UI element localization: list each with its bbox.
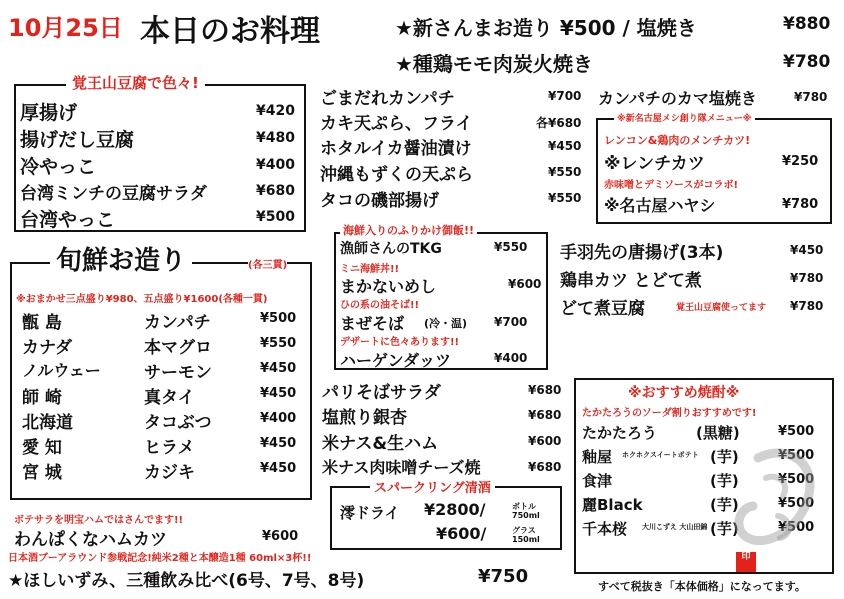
table-row-price: ¥450 [260,386,297,401]
table-row-price: ¥450 [260,461,297,476]
list-item: 米ナス&生ハム [322,434,439,454]
rice-item-tkg-price: ¥550 [494,240,528,254]
list-item: 麗Black [582,496,643,514]
rice-item-haagen: ハーゲンダッツ [340,351,452,370]
shochu-note: たかたろうのソーダ割りおすすめです! [582,408,757,419]
list-item-price: ¥500 [778,496,815,511]
table-row-fish: カジキ [144,463,195,483]
table-row-origin: カナダ [22,338,73,358]
list-item: 釉屋 [582,448,613,466]
rice-note-4: デザートに色々あります!! [340,337,460,348]
sparkling-bottle-price: ¥2800/ [424,500,486,519]
list-item: カキ天ぷら、フライ [320,114,473,134]
table-row-origin: 甑 島 [22,313,62,333]
rice-note-3: ひの系の油そば!! [340,300,420,311]
list-item-price: ¥550 [548,191,582,205]
kushikatsu-price: ¥780 [790,271,824,285]
list-item-price: ¥500 [778,472,815,487]
list-item: たかたろう [582,424,658,442]
top-item-sanma: ★新さんまお造り ¥500 / 塩焼き [395,16,697,40]
nagoya-note-2: 赤味噌とデミソースがコラボ! [604,180,739,191]
nagoya-item-hayashi: ※名古屋ハヤシ [604,196,716,215]
table-row-origin: 愛 知 [22,438,62,458]
brush-logo-icon [728,438,828,570]
sparkling-name: 澪ドライ [340,504,400,522]
list-item-price: ¥680 [528,383,562,397]
nagoya-item-renchikatsu-price: ¥250 [782,154,819,169]
list-item-kind: (芋) [710,520,739,538]
list-item-price: ¥480 [256,130,295,146]
ham-note: ボテサラを明宝ハムではさんでます!! [14,515,184,526]
list-item: 沖縄もずくの天ぷら [320,165,473,185]
list-item: パリそばサラダ [322,383,441,403]
list-item: 塩煎り銀杏 [322,408,407,428]
list-item-price: ¥500 [256,209,295,225]
ham-item: わんぱくなハムカツ [14,530,167,550]
list-item-price: ¥550 [548,165,582,179]
list-item-sub: ホクホクスイートポテト [622,451,699,459]
list-item-price: ¥420 [256,103,295,119]
nagoya-item-hayashi-price: ¥780 [782,197,819,212]
dotenidoufu-price: ¥780 [790,299,824,313]
rice-item-mazesoba-sub: (冷・温) [424,317,468,330]
sparkling-bottle-label: ボトル 750ml [512,502,540,520]
list-item: 台湾やっこ [20,209,116,231]
list-item-price: ¥500 [778,520,815,535]
page-title: 本日のお料理 [140,14,320,49]
table-row-price: ¥450 [260,361,297,376]
list-item-price: ¥700 [548,89,582,103]
tebasaki-item: 手羽先の唐揚げ(3本) [560,243,724,263]
rice-item-makanai-price: ¥600 [508,277,542,291]
list-item-price: ¥450 [548,139,582,153]
list-item: 食津 [582,472,613,490]
table-row-price: ¥450 [260,436,297,451]
list-item-kind: (芋) [710,496,739,514]
list-item: 米ナス肉味噌チーズ焼 [322,458,481,477]
rice-note-1: 海鮮入りのふりかけ御飯!! [340,222,477,238]
table-row-fish: カンパチ [144,313,211,333]
sashimi-heading-note: (各三貫) [248,256,287,271]
list-item: 揚げだし豆腐 [20,129,135,151]
table-row-fish: サーモン [144,363,212,383]
table-row-price: ¥400 [260,411,297,426]
sake-item: ★ほしいずみ、三種飲み比べ(6号、7号、8号) [8,571,365,591]
list-item-price: ¥600 [528,434,562,448]
list-item: 冷やっこ [20,156,97,178]
date: 10月25日 [8,14,123,42]
tebasaki-price: ¥450 [790,243,824,257]
dotenidoufu-item: どて煮豆腐 [560,299,645,319]
list-item-price: ¥680 [528,408,562,422]
rice-item-mazesoba: まぜそば [340,314,405,333]
table-row-fish: ヒラメ [144,438,195,458]
list-item-kind: (黒糖) [696,424,740,442]
list-item-price: ¥680 [256,183,295,199]
sashimi-heading: 旬鮮お造り [50,240,192,277]
tofu-heading: 覚王山豆腐で色々! [66,72,205,93]
rice-item-haagen-price: ¥400 [494,351,528,365]
dotenidoufu-note: 覚王山豆腐使ってます [676,303,767,313]
list-item: 千本桜 [582,520,628,538]
table-row-origin: 北海道 [22,413,73,433]
list-item-price: 各¥680 [536,116,582,130]
table-row-fish: 本マグロ [144,338,212,358]
rice-item-mazesoba-price: ¥700 [494,315,528,329]
list-item-kind: (芋) [710,448,739,466]
list-item-price: ¥500 [778,448,815,463]
sake-price: ¥750 [478,566,529,587]
list-item: タコの磯部揚げ [320,191,439,211]
seal-stamp-icon: 印 [736,552,756,572]
table-row-price: ¥500 [260,311,297,326]
table-row-origin: 師 崎 [22,388,62,408]
top-item-sanma-price: ¥880 [783,14,831,34]
top-item-chicken-price: ¥780 [783,52,831,72]
rice-note-2: ミニ海鮮丼!! [340,264,400,275]
tax-footer: すべて税抜き「本体価格」になってます。 [598,580,806,593]
list-item: 台湾ミンチの豆腐サラダ [20,184,207,204]
list-item-price: ¥680 [528,460,562,474]
kama-price: ¥780 [794,90,828,104]
list-item-kind: (芋) [710,472,739,490]
shochu-heading: ※おすすめ焼酎※ [628,385,740,401]
list-item-price: ¥500 [778,424,815,439]
table-row-fish: 真タイ [144,388,195,408]
rice-item-tkg: 漁師さんのTKG [340,241,442,257]
top-item-chicken: ★種鶏モモ肉炭火焼き [395,52,593,76]
nagoya-heading: ※新名古屋メシ創り隊メニュー※ [614,111,755,124]
sparkling-glass-label: グラス 150ml [512,526,540,544]
kushikatsu-item: 鶏串カツ とどて煮 [560,271,702,291]
list-item-price: ¥400 [256,157,295,173]
table-row-fish: タコぶつ [144,413,212,433]
nagoya-note-1: レンコン&鶏肉のメンチカツ! [604,134,751,147]
list-item-sub: 大川こずえ 大山田錦 [642,523,708,531]
list-item: ごまだれカンパチ [320,89,455,109]
kama-item: カンパチのカマ塩焼き [598,89,757,108]
rice-item-makanai: まかないめし [340,277,437,296]
sparkling-heading: スパークリング清酒 [370,477,495,496]
list-item: 厚揚げ [20,102,78,124]
sparkling-glass-price: ¥600/ [436,524,487,543]
nagoya-item-renchikatsu: ※レンチカツ [604,154,705,174]
sake-note: 日本酒ブーアラウンド参戦記念!純米2種と本醸造1種 60ml×3杯!! [8,553,312,564]
ham-price: ¥600 [262,529,299,544]
list-item: ホタルイカ醤油漬け [320,139,472,159]
table-row-price: ¥550 [260,336,297,351]
table-row-origin: 宮 城 [22,463,62,483]
sashimi-note: ※おまかせ三点盛り¥980、五点盛り¥1600(各種一貫) [16,294,268,305]
table-row-origin: ノルウェー [22,361,101,380]
